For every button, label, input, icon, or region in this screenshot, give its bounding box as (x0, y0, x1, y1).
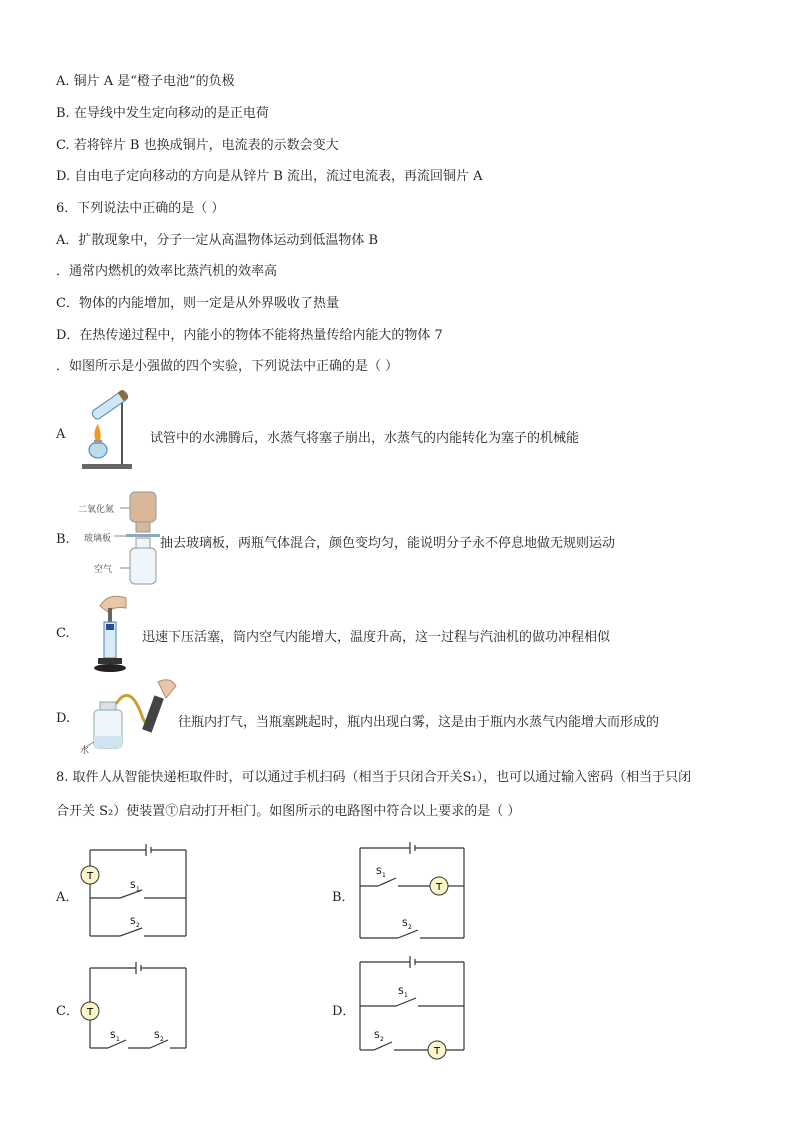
svg-text:2: 2 (408, 924, 412, 931)
circuit-diagram-a (78, 842, 194, 942)
q8-option-c-label: C． (56, 1004, 79, 1019)
q8-option-d-label: D． (332, 1004, 356, 1019)
q8-stem-line1: 8. 取件人从智能快递柜取件时，可以通过手机扫码（相当于只闭合开关S₁），也可以通过输入密码（相当于只闭 (56, 770, 692, 785)
q6-option-d: D．在热传递过程中，内能小的物体不能将热量传给内能大的物体 7 (56, 328, 443, 343)
device-t-label: T (86, 871, 94, 882)
q5-option-d: D. 自由电子定向移动的方向是从锌片 B 流出，流过电流表，再流回铜片 A (56, 169, 483, 184)
q7-option-b-letter: B. (56, 532, 70, 547)
svg-text:1: 1 (404, 992, 408, 999)
svg-text:T: T (435, 882, 443, 893)
q5-option-c: C. 若将锌片 B 也换成铜片，电流表的示数会变大 (56, 138, 339, 153)
q8-option-b-label: B． (332, 890, 355, 905)
svg-text:S: S (154, 1031, 160, 1041)
q7-option-c-text: 迅速下压活塞，筒内空气内能增大，温度升高，这一过程与汽油机的做功冲程相似 (142, 630, 611, 645)
q7-option-c-letter: C. (56, 626, 70, 641)
svg-text:S: S (374, 1031, 380, 1041)
q7-option-a-letter: A (56, 427, 66, 442)
water-label: 水 (80, 746, 90, 756)
q6-option-c: C．物体的内能增加，则一定是从外界吸收了热量 (56, 296, 339, 311)
piston-compression-figure (86, 592, 136, 676)
q5-option-b: B. 在导线中发生定向移动的是正电荷 (56, 106, 269, 121)
svg-text:2: 2 (380, 1036, 384, 1043)
q7-stem: ．如图所示是小强做的四个实验，下列说法中正确的是（ ） (56, 359, 399, 374)
circuit-diagram-d (356, 954, 472, 1062)
svg-text:T: T (86, 1007, 94, 1018)
pump-bottle-figure (80, 676, 180, 758)
glass-plate-label: 玻璃板 (84, 534, 112, 544)
q7-option-d-text: 往瓶内打气，当瓶塞跳起时，瓶内出现白雾，这是由于瓶内水蒸气内能增大而形成的 (178, 715, 660, 730)
svg-text:2: 2 (160, 1036, 164, 1043)
q6-option-a: A．扩散现象中，分子一定从高温物体运动到低温物体 B (56, 233, 379, 248)
svg-text:1: 1 (116, 1036, 120, 1043)
svg-text:1: 1 (382, 872, 386, 879)
q8-stem-line2: 合开关 S₂）使装置Ⓣ启动打开柜门。如图所示的电路图中符合以上要求的是（ ） (56, 804, 521, 819)
svg-text:S: S (130, 881, 136, 891)
svg-text:T: T (433, 1046, 441, 1057)
q7-option-d-letter: D. (56, 711, 71, 726)
svg-text:S: S (130, 917, 136, 927)
svg-text:2: 2 (136, 922, 140, 929)
air-label: 空气 (94, 565, 113, 575)
svg-text:S: S (398, 987, 404, 997)
svg-text:S: S (376, 867, 382, 877)
circuit-diagram-c (78, 958, 194, 1054)
svg-text:1: 1 (136, 886, 140, 893)
nitrogen-dioxide-label: 二氧化氮 (78, 505, 115, 515)
circuit-diagram-b (356, 842, 472, 942)
q7-option-a-text: 试管中的水沸腾后，水蒸气将塞子崩出，水蒸气的内能转化为塞子的机械能 (150, 431, 580, 446)
q7-option-b-text: 抽去玻璃板，两瓶气体混合，颜色变均匀，能说明分子永不停息地做无规则运动 (160, 536, 616, 551)
q6-option-b: ．通常内燃机的效率比蒸汽机的效率高 (56, 264, 278, 279)
svg-text:S: S (402, 919, 408, 929)
q6-stem: 6．下列说法中正确的是（ ） (56, 201, 225, 216)
svg-text:S: S (110, 1031, 116, 1041)
test-tube-heating-figure (72, 390, 142, 474)
q8-option-a-label: A． (56, 890, 79, 905)
q5-option-a: A. 铜片 A 是“橙子电池”的负极 (56, 74, 235, 89)
